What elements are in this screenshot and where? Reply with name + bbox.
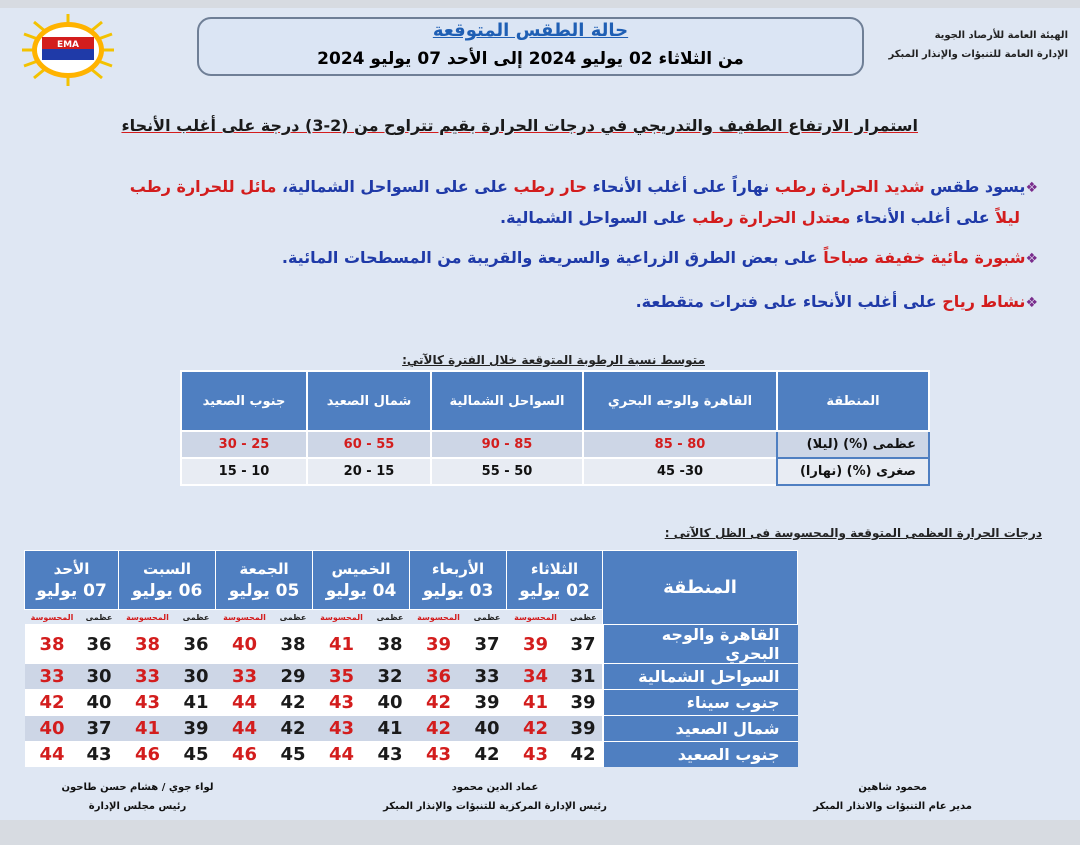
temperature-table <box>24 550 798 767</box>
bullet-text-run: حار رطب <box>507 177 588 196</box>
feels-like-cell: 35 <box>313 664 371 690</box>
bullet-weather <box>28 172 1038 232</box>
bullet-text-run: معتدل الحرارة رطب <box>686 208 851 227</box>
feels-like-cell: 42 <box>410 690 468 716</box>
bullet-text-run: على أغلب الأنحاء <box>850 208 990 227</box>
max-temp-cell: 39 <box>565 716 603 742</box>
max-label: عظمى <box>274 610 313 625</box>
feels-like-cell: 42 <box>507 716 565 742</box>
feels-like-label: المحسوسة <box>25 610 80 625</box>
title-box <box>197 17 864 76</box>
organization-block <box>858 26 1068 64</box>
feels-like-cell: 44 <box>216 716 274 742</box>
region-name: السواحل الشمالية <box>603 664 798 690</box>
region-name: جنوب سيناء <box>603 690 798 716</box>
feels-like-label: المحسوسة <box>119 610 177 625</box>
feels-like-cell: 40 <box>216 625 274 664</box>
signature-name: محمود شاهين <box>858 782 927 793</box>
bullet-wind <box>28 287 1038 318</box>
max-temp-cell: 30 <box>80 664 119 690</box>
humidity-title: متوسط نسبة الرطوبة المتوقعة خلال الفترة كالآتي: <box>402 353 705 367</box>
temperature-row <box>25 742 798 768</box>
max-temp-cell: 38 <box>274 625 313 664</box>
page-title: حالة الطقس المتوقعة <box>432 20 629 41</box>
signature-center <box>370 778 620 816</box>
day-date: 05 يوليو <box>228 581 300 601</box>
feels-like-cell: 44 <box>25 742 80 768</box>
region-name: شمال الصعيد <box>603 716 798 742</box>
day-name: الجمعة <box>239 560 289 578</box>
signature-title: مدير عام التنبؤات والانذار المبكر <box>813 801 972 812</box>
max-temp-cell: 36 <box>177 625 216 664</box>
diamond-bullet-icon: ❖ <box>1025 251 1038 267</box>
feels-like-cell: 38 <box>25 625 80 664</box>
max-temp-cell: 39 <box>177 716 216 742</box>
temperature-row <box>25 690 798 716</box>
period-subtitle: من الثلاثاء 02 يوليو 2024 إلى الأحد 07 يوليو 2024 <box>317 49 744 69</box>
bullet-text-run: على فترات متقطعة. <box>635 292 798 311</box>
max-temp-cell: 32 <box>371 664 410 690</box>
max-temp-cell: 43 <box>371 742 410 768</box>
bullet-text-run: نهاراً على أغلب الأنحاء <box>587 177 770 196</box>
day-name: الخميس <box>331 560 391 578</box>
max-label: عظمى <box>80 610 119 625</box>
org-department: الإدارة العامة للتنبؤات والإنذار المبكر <box>888 49 1068 60</box>
max-temp-cell: 40 <box>80 690 119 716</box>
humidity-header: القاهرة والوجه البحري <box>583 371 777 431</box>
max-temp-cell: 38 <box>371 625 410 664</box>
max-temp-cell: 42 <box>468 742 507 768</box>
feels-like-cell: 46 <box>216 742 274 768</box>
feels-like-cell: 33 <box>25 664 80 690</box>
max-temp-cell: 31 <box>565 664 603 690</box>
diamond-bullet-icon: ❖ <box>1025 180 1038 196</box>
bullet-text-run: ليلاً <box>989 208 1020 227</box>
feels-like-label: المحسوسة <box>216 610 274 625</box>
day-date: 07 يوليو <box>36 581 107 601</box>
feels-like-cell: 33 <box>119 664 177 690</box>
signature-name: عماد الدين محمود <box>451 782 539 793</box>
max-temp-cell: 39 <box>468 690 507 716</box>
humidity-cell: 30- 45 <box>583 458 777 485</box>
region-name: جنوب الصعيد <box>603 742 798 768</box>
max-temp-cell: 45 <box>274 742 313 768</box>
humidity-header: شمال الصعيد <box>307 371 431 431</box>
feels-like-label: المحسوسة <box>313 610 371 625</box>
day-header <box>410 551 507 610</box>
feels-like-cell: 43 <box>313 690 371 716</box>
day-name: السبت <box>142 560 192 578</box>
feels-like-cell: 41 <box>119 716 177 742</box>
feels-like-label: المحسوسة <box>507 610 565 625</box>
humidity-cell: 25 - 30 <box>181 431 307 458</box>
day-name: الثلاثاء <box>530 560 579 578</box>
feels-like-label: المحسوسة <box>410 610 468 625</box>
day-date: 02 يوليو <box>519 581 590 601</box>
max-temp-cell: 37 <box>565 625 603 664</box>
humidity-header-region: المنطقة <box>777 371 929 431</box>
signature-left <box>55 778 220 816</box>
signature-title: رئيس مجلس الإدارة <box>88 801 187 812</box>
feels-like-cell: 39 <box>507 625 565 664</box>
bullet-text-run: على أغلب الأنحاء <box>797 292 937 311</box>
feels-like-cell: 43 <box>410 742 468 768</box>
humidity-row-max <box>181 431 929 458</box>
temperature-header-row <box>25 551 798 610</box>
bullet-text-run: شبورة مائية خفيفة صباحاً <box>817 248 1026 267</box>
headline: استمرار الارتفاع الطفيف والتدريجي في درجات الحرارة بقيم تتراوح من (2-3) درجة على أغلب الأنحاء <box>121 116 918 135</box>
humidity-row-min <box>181 458 929 485</box>
feels-like-cell: 43 <box>507 742 565 768</box>
region-name: القاهرة والوجه البحري <box>603 625 798 664</box>
feels-like-cell: 43 <box>119 690 177 716</box>
humidity-cell: 80 - 85 <box>583 431 777 458</box>
bullet-weather-line1 <box>28 172 1038 203</box>
day-header <box>25 551 119 610</box>
max-temp-cell: 37 <box>468 625 507 664</box>
feels-like-cell: 40 <box>25 716 80 742</box>
feels-like-cell: 44 <box>216 690 274 716</box>
signature-name: لواء جوي / هشام حسن طاحون <box>61 782 214 793</box>
feels-like-cell: 36 <box>410 664 468 690</box>
feels-like-cell: 39 <box>410 625 468 664</box>
max-temp-cell: 33 <box>468 664 507 690</box>
signature-right <box>813 778 972 816</box>
bullet-text-run: نشاط رياح <box>936 292 1026 311</box>
feels-like-cell: 42 <box>25 690 80 716</box>
humidity-row-label: عظمى (%) (ليلا) <box>777 431 929 458</box>
max-temp-cell: 42 <box>565 742 603 768</box>
feels-like-cell: 34 <box>507 664 565 690</box>
temperature-row <box>25 625 798 664</box>
day-date: 04 يوليو <box>325 581 397 601</box>
signature-title: رئيس الإدارة المركزية للتنبؤات والإنذار المبكر <box>383 801 607 812</box>
day-header <box>507 551 603 610</box>
bullet-text-run: على السواحل الشمالية. <box>500 208 687 227</box>
bullet-fog <box>28 243 1038 274</box>
diamond-bullet-icon: ❖ <box>1025 295 1038 311</box>
bullet-text-run: على على السواحل الشمالية، <box>276 177 508 196</box>
max-temp-cell: 43 <box>80 742 119 768</box>
bulletin-page <box>0 8 1080 820</box>
temperature-row <box>25 664 798 690</box>
humidity-cell: 10 - 15 <box>181 458 307 485</box>
day-header <box>216 551 313 610</box>
max-temp-cell: 45 <box>177 742 216 768</box>
bullet-text-run: شديد الحرارة رطب <box>769 177 925 196</box>
org-name: الهيئة العامة للأرصاد الجوية <box>934 30 1068 41</box>
humidity-header: السواحل الشمالية <box>431 371 583 431</box>
max-temp-cell: 40 <box>371 690 410 716</box>
max-temp-cell: 36 <box>80 625 119 664</box>
day-name: الأربعاء <box>431 560 485 578</box>
day-header <box>313 551 410 610</box>
humidity-row-label: صغرى (%) (نهارا) <box>777 458 929 485</box>
feels-like-cell: 46 <box>119 742 177 768</box>
humidity-cell: 55 - 60 <box>307 431 431 458</box>
max-temp-cell: 42 <box>274 716 313 742</box>
ema-logo <box>14 12 122 88</box>
max-label: عظمى <box>371 610 410 625</box>
feels-like-cell: 33 <box>216 664 274 690</box>
feels-like-cell: 44 <box>313 742 371 768</box>
max-temp-cell: 37 <box>80 716 119 742</box>
humidity-cell: 50 - 55 <box>431 458 583 485</box>
logo-text: EMA <box>56 40 80 50</box>
feels-like-cell: 38 <box>119 625 177 664</box>
feels-like-cell: 42 <box>410 716 468 742</box>
feels-like-cell: 43 <box>313 716 371 742</box>
max-temp-cell: 41 <box>177 690 216 716</box>
max-temp-cell: 41 <box>371 716 410 742</box>
bullet-text-run: مائل للحرارة رطب <box>129 177 277 196</box>
temperature-title: درجات الحرارة العظمى المتوقعة والمحسوسة فى الظل كالآتى : <box>664 526 1042 540</box>
max-temp-cell: 39 <box>565 690 603 716</box>
max-label: عظمى <box>177 610 216 625</box>
humidity-cell: 15 - 20 <box>307 458 431 485</box>
humidity-table <box>180 370 930 486</box>
feels-like-cell: 41 <box>313 625 371 664</box>
temperature-header-region: المنطقة <box>603 551 798 625</box>
temperature-row <box>25 716 798 742</box>
max-temp-cell: 30 <box>177 664 216 690</box>
day-date: 06 يوليو <box>131 581 203 601</box>
bullet-weather-line2 <box>28 203 1038 232</box>
max-label: عظمى <box>565 610 603 625</box>
bullet-text-run: يسود طقس <box>924 177 1026 196</box>
day-date: 03 يوليو <box>422 581 494 601</box>
feels-like-cell: 41 <box>507 690 565 716</box>
bullet-text-run: على بعض الطرق الزراعية والسريعة والقريبة من المسطحات المائية. <box>281 248 818 267</box>
day-name: الأحد <box>53 560 90 578</box>
max-temp-cell: 42 <box>274 690 313 716</box>
max-label: عظمى <box>468 610 507 625</box>
humidity-cell: 85 - 90 <box>431 431 583 458</box>
humidity-header: جنوب الصعيد <box>181 371 307 431</box>
max-temp-cell: 29 <box>274 664 313 690</box>
max-temp-cell: 40 <box>468 716 507 742</box>
day-header <box>119 551 216 610</box>
